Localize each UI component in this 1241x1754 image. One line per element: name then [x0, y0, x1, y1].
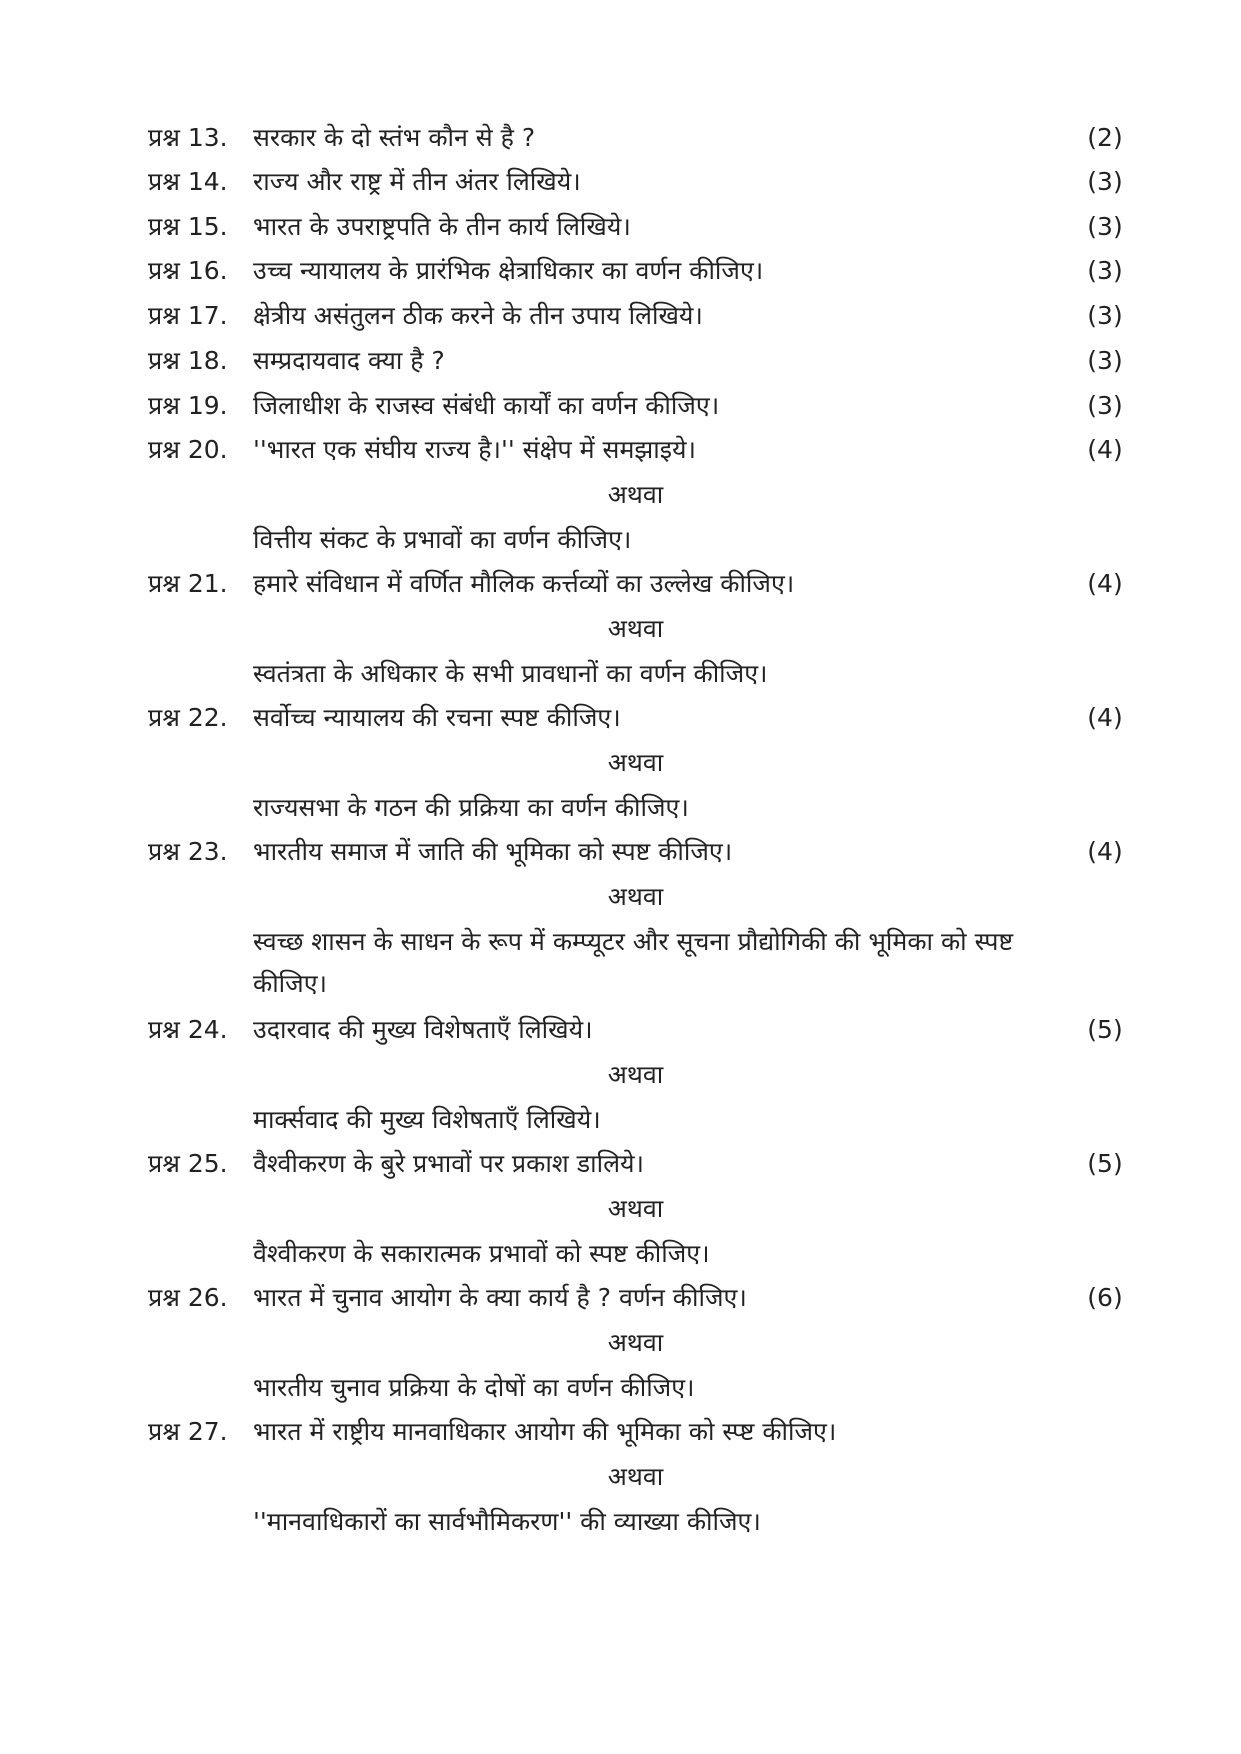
- question-marks: (4): [1087, 435, 1123, 464]
- question-row: [0, 386, 1241, 426]
- question-row: [0, 251, 1241, 291]
- alternate-question-row: [0, 1368, 1241, 1408]
- question-marks: (3): [1087, 256, 1123, 285]
- question-number: प्रश्न 15.: [148, 212, 228, 241]
- question-text: ''भारत एक संघीय राज्य है।'' संक्षेप में समझाइये।: [253, 435, 697, 464]
- question-marks: (4): [1087, 837, 1123, 866]
- or-label: अथवा: [607, 1194, 664, 1223]
- alternate-question-row: [0, 922, 1241, 962]
- question-text: भारतीय समाज में जाति की भूमिका को स्पष्ट कीजिए।: [253, 837, 733, 866]
- alternate-question-row: [0, 520, 1241, 560]
- question-row: [0, 698, 1241, 738]
- question-number: प्रश्न 18.: [148, 346, 228, 375]
- or-label: अथवा: [607, 1462, 664, 1491]
- question-row: [0, 296, 1241, 336]
- question-marks: (3): [1087, 167, 1123, 196]
- alternate-question-row: [0, 1234, 1241, 1274]
- alternate-question-text: स्वतंत्रता के अधिकार के सभी प्रावधानों का वर्णन कीजिए।: [253, 659, 768, 688]
- question-text: भारत में चुनाव आयोग के क्या कार्य है ? वर्णन कीजिए।: [253, 1283, 747, 1312]
- question-row: [0, 118, 1241, 158]
- or-row: [0, 1323, 1241, 1363]
- question-text: उच्च न्यायालय के प्रारंभिक क्षेत्राधिकार का वर्णन कीजिए।: [253, 256, 764, 285]
- alternate-question-text: वैश्वीकरण के सकारात्मक प्रभावों को स्पष्ट कीजिए।: [253, 1239, 710, 1268]
- or-label: अथवा: [607, 1328, 664, 1357]
- question-row: [0, 207, 1241, 247]
- alternate-question-row: [0, 654, 1241, 694]
- question-text: जिलाधीश के राजस्व संबंधी कार्यों का वर्णन कीजिए।: [253, 391, 720, 420]
- alternate-question-row: [0, 1100, 1241, 1140]
- or-label: अथवा: [607, 1060, 664, 1089]
- question-marks: (2): [1087, 123, 1123, 152]
- question-text: हमारे संविधान में वर्णित मौलिक कर्त्तव्यों का उल्लेख कीजिए।: [253, 569, 795, 598]
- alternate-question-continuation: [0, 964, 1241, 1004]
- alternate-question-text: मार्क्सवाद की मुख्य विशेषताएँ लिखिये।: [253, 1105, 601, 1134]
- alternate-question-row: [0, 788, 1241, 828]
- alternate-question-text: राज्यसभा के गठन की प्रक्रिया का वर्णन कीजिए।: [253, 793, 689, 822]
- question-number: प्रश्न 25.: [148, 1149, 228, 1178]
- or-row: [0, 475, 1241, 515]
- question-number: प्रश्न 21.: [148, 569, 228, 598]
- question-number: प्रश्न 23.: [148, 837, 228, 866]
- question-row: [0, 832, 1241, 872]
- question-text: सरकार के दो स्तंभ कौन से है ?: [253, 123, 536, 152]
- question-row: [0, 430, 1241, 470]
- question-row: [0, 564, 1241, 604]
- question-text: वैश्वीकरण के बुरे प्रभावों पर प्रकाश डालिये।: [253, 1149, 645, 1178]
- or-label: अथवा: [607, 748, 664, 777]
- question-number: प्रश्न 17.: [148, 301, 228, 330]
- question-row: [0, 1010, 1241, 1050]
- question-row: [0, 162, 1241, 202]
- question-number: प्रश्न 22.: [148, 703, 228, 732]
- or-row: [0, 1055, 1241, 1095]
- question-marks: (5): [1087, 1149, 1123, 1178]
- question-marks: (4): [1087, 569, 1123, 598]
- or-row: [0, 1457, 1241, 1497]
- question-marks: (3): [1087, 301, 1123, 330]
- question-number: प्रश्न 27.: [148, 1417, 228, 1446]
- or-row: [0, 877, 1241, 917]
- alternate-question-text: ''मानवाधिकारों का सार्वभौमिकरण'' की व्याख्या कीजिए।: [253, 1507, 761, 1536]
- or-row: [0, 743, 1241, 783]
- question-number: प्रश्न 16.: [148, 256, 228, 285]
- question-number: प्रश्न 24.: [148, 1015, 228, 1044]
- question-number: प्रश्न 20.: [148, 435, 228, 464]
- question-row: [0, 1278, 1241, 1318]
- or-row: [0, 1189, 1241, 1229]
- question-text: उदारवाद की मुख्य विशेषताएँ लिखिये।: [253, 1015, 593, 1044]
- question-text: सम्प्रदायवाद क्या है ?: [253, 346, 445, 375]
- question-number: प्रश्न 13.: [148, 123, 228, 152]
- alternate-question-text: स्वच्छ शासन के साधन के रूप में कम्प्यूटर और सूचना प्रौद्योगिकी की भूमिका को स्पष्ट: [253, 927, 1014, 956]
- question-marks: (6): [1087, 1283, 1123, 1312]
- question-row: [0, 1144, 1241, 1184]
- alternate-question-text: वित्तीय संकट के प्रभावों का वर्णन कीजिए।: [253, 525, 632, 554]
- question-row: [0, 341, 1241, 381]
- or-label: अथवा: [607, 614, 664, 643]
- or-label: अथवा: [607, 882, 664, 911]
- question-marks: (3): [1087, 391, 1123, 420]
- alternate-question-text: कीजिए।: [253, 969, 328, 998]
- question-number: प्रश्न 26.: [148, 1283, 228, 1312]
- question-text: सर्वोच्च न्यायालय की रचना स्पष्ट कीजिए।: [253, 703, 621, 732]
- question-text: भारत के उपराष्ट्रपति के तीन कार्य लिखिये।: [253, 212, 631, 241]
- question-number: प्रश्न 19.: [148, 391, 228, 420]
- or-row: [0, 609, 1241, 649]
- question-text: भारत में राष्ट्रीय मानवाधिकार आयोग की भूमिका को स्प्ष्ट कीजिए।: [253, 1417, 837, 1446]
- question-marks: (5): [1087, 1015, 1123, 1044]
- question-marks: (3): [1087, 346, 1123, 375]
- alternate-question-row: [0, 1502, 1241, 1542]
- question-row: [0, 1412, 1241, 1452]
- question-text: राज्य और राष्ट्र में तीन अंतर लिखिये।: [253, 167, 581, 196]
- or-label: अथवा: [607, 480, 664, 509]
- question-marks: (3): [1087, 212, 1123, 241]
- question-number: प्रश्न 14.: [148, 167, 228, 196]
- alternate-question-text: भारतीय चुनाव प्रक्रिया के दोषों का वर्णन कीजिए।: [253, 1373, 695, 1402]
- question-text: क्षेत्रीय असंतुलन ठीक करने के तीन उपाय लिखिये।: [253, 301, 703, 330]
- question-marks: (4): [1087, 703, 1123, 732]
